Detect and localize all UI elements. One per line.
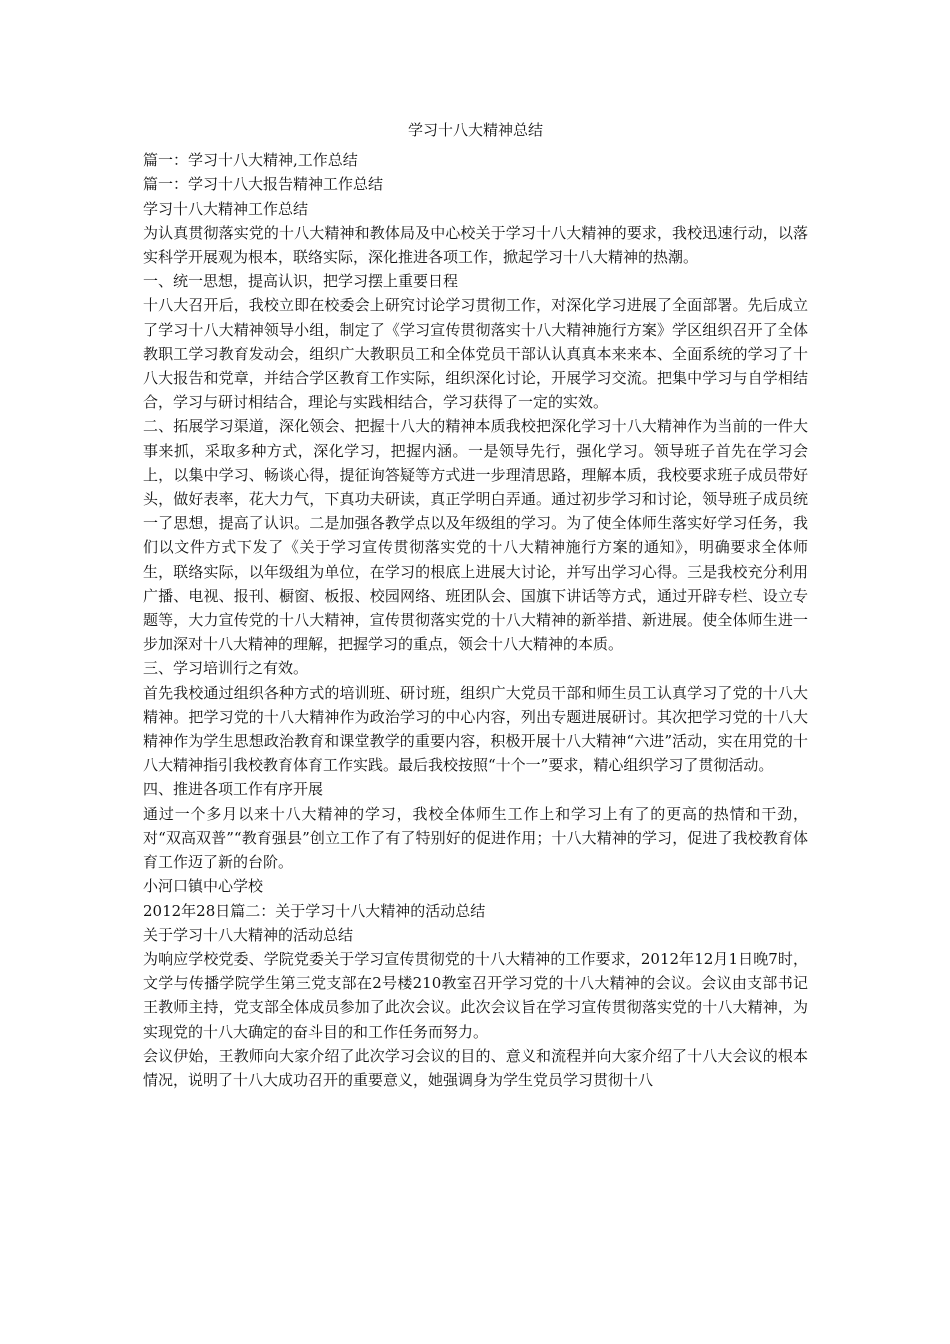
paragraph-heading-3: 学习十八大精神工作总结	[143, 199, 309, 218]
paragraph-meeting: 为响应学校党委、学院党委关于学习宣传贯彻党的十八大精神的工作要求，2012年12月1日晚7时，文学与传播学院学生第三党支部在2号楼210教室召开学习党的十八大精神的会议。会议由支部书记王教师主持，党支部全体成员参加了此次会议。此次会议旨在学习宣传贯彻落实党的十八大精神，为实现党的十八大确定的奋斗目的和工作任务而努力。	[143, 949, 808, 1041]
paragraph-section-4: 通过一个多月以来十八大精神的学习，我校全体师生工作上和学习上有了的更高的热情和干劲，对“双高双普”“教育强县”创立工作了有了特别好的促进作用；十八大精神的学习，促进了我校教育体育工作迈了新的台阶。	[143, 804, 808, 872]
paragraph-section-2: 二、拓展学习渠道，深化领会、把握十八大的精神本质我校把深化学习十八大精神作为当前的一件大事来抓，采取多种方式，深化学习，把握内涵。一是领导先行，强化学习。领导班子首先在学习会上，以集中学习、畅谈心得，提征询答疑等方式进一步理清思路，理解本质，我校要求班子成员带好头，做好表率，花大力气，下真功夫研读，真正学明白弄通。通过初步学习和讨论，领导班子成员统一了思想，提高了认识。二是加强各教学点以及年级组的学习。为了使全体师生落实好学习任务，我们以文件方式下发了《关于学习宣传贯彻落实党的十八大精神施行方案的通知》，明确要求全体师生，联络实际，以年级组为单位，在学习的根底上进展大讨论，并写出学习心得。三是我校充分利用广播、电视、报刊、橱窗、板报、校园网络、班团队会、国旗下讲话等方式，通过开辟专栏、设立专题等，大力宣传党的十八大精神，宣传贯彻落实党的十八大精神的新举措、新进展。使全体师生进一步加深对十八大精神的理解，把握学习的重点，领会十八大精神的本质。	[143, 417, 808, 654]
paragraph-section-1: 十八大召开后，我校立即在校委会上研究讨论学习贯彻工作，对深化学习进展了全面部署。先后成立了学习十八大精神领导小组，制定了《学习宣传贯彻落实十八大精神施行方案》学区组织召开了全体教职工学习教育发动会，组织广大教职员工和全体党员干部认认真真本来来本、全面系统的学习了十八大报告和党章，并结合学区教育工作实际，组织深化讨论，开展学习交流。把集中学习与自学相结合，学习与研讨相结合，理论与实践相结合，学习获得了一定的实效。	[143, 296, 808, 412]
paragraph-meeting-start: 会议伊始，王教师向大家介绍了此次学习会议的目的、意义和流程并向大家介绍了十八大会议的根本情况，说明了十八大成功召开的重要意义，她强调身为学生党员学习贯彻十八	[143, 1046, 808, 1089]
paragraph-heading-4: 关于学习十八大精神的活动总结	[143, 925, 354, 944]
section-heading-1: 一、统一思想，提高认识，把学习摆上重要日程	[143, 272, 459, 291]
document-body	[143, 118, 808, 1092]
date-and-heading: 2012年28日篇二：关于学习十八大精神的活动总结	[143, 901, 486, 920]
paragraph-heading-1: 篇一：学习十八大精神,工作总结	[143, 151, 358, 170]
signature-school: 小河口镇中心学校	[143, 877, 264, 896]
section-heading-3: 三、学习培训行之有效。	[143, 659, 309, 678]
paragraph-heading-2: 篇一：学习十八大报告精神工作总结	[143, 175, 384, 194]
document-title: 学习十八大精神总结	[407, 121, 543, 139]
paragraph-section-3: 首先我校通过组织各种方式的培训班、研讨班，组织广大党员干部和师生员工认真学习了党的十八大精神。把学习党的十八大精神作为政治学习的中心内容，列出专题进展研讨。其次把学习党的十八大精神作为学生思想政治教育和课堂教学的重要内容，积极开展十八大精神“六进”活动，实在用党的十八大精神指引我校教育体育工作实践。最后我校按照“十个一”要求，精心组织学习了贯彻活动。	[143, 683, 808, 775]
section-heading-4: 四、推进各项工作有序开展	[143, 780, 324, 799]
paragraph-intro: 为认真贯彻落实党的十八大精神和教体局及中心校关于学习十八大精神的要求，我校迅速行动，以落实科学开展观为根本，联络实际，深化推进各项工作，掀起学习十八大精神的热潮。	[143, 223, 808, 267]
